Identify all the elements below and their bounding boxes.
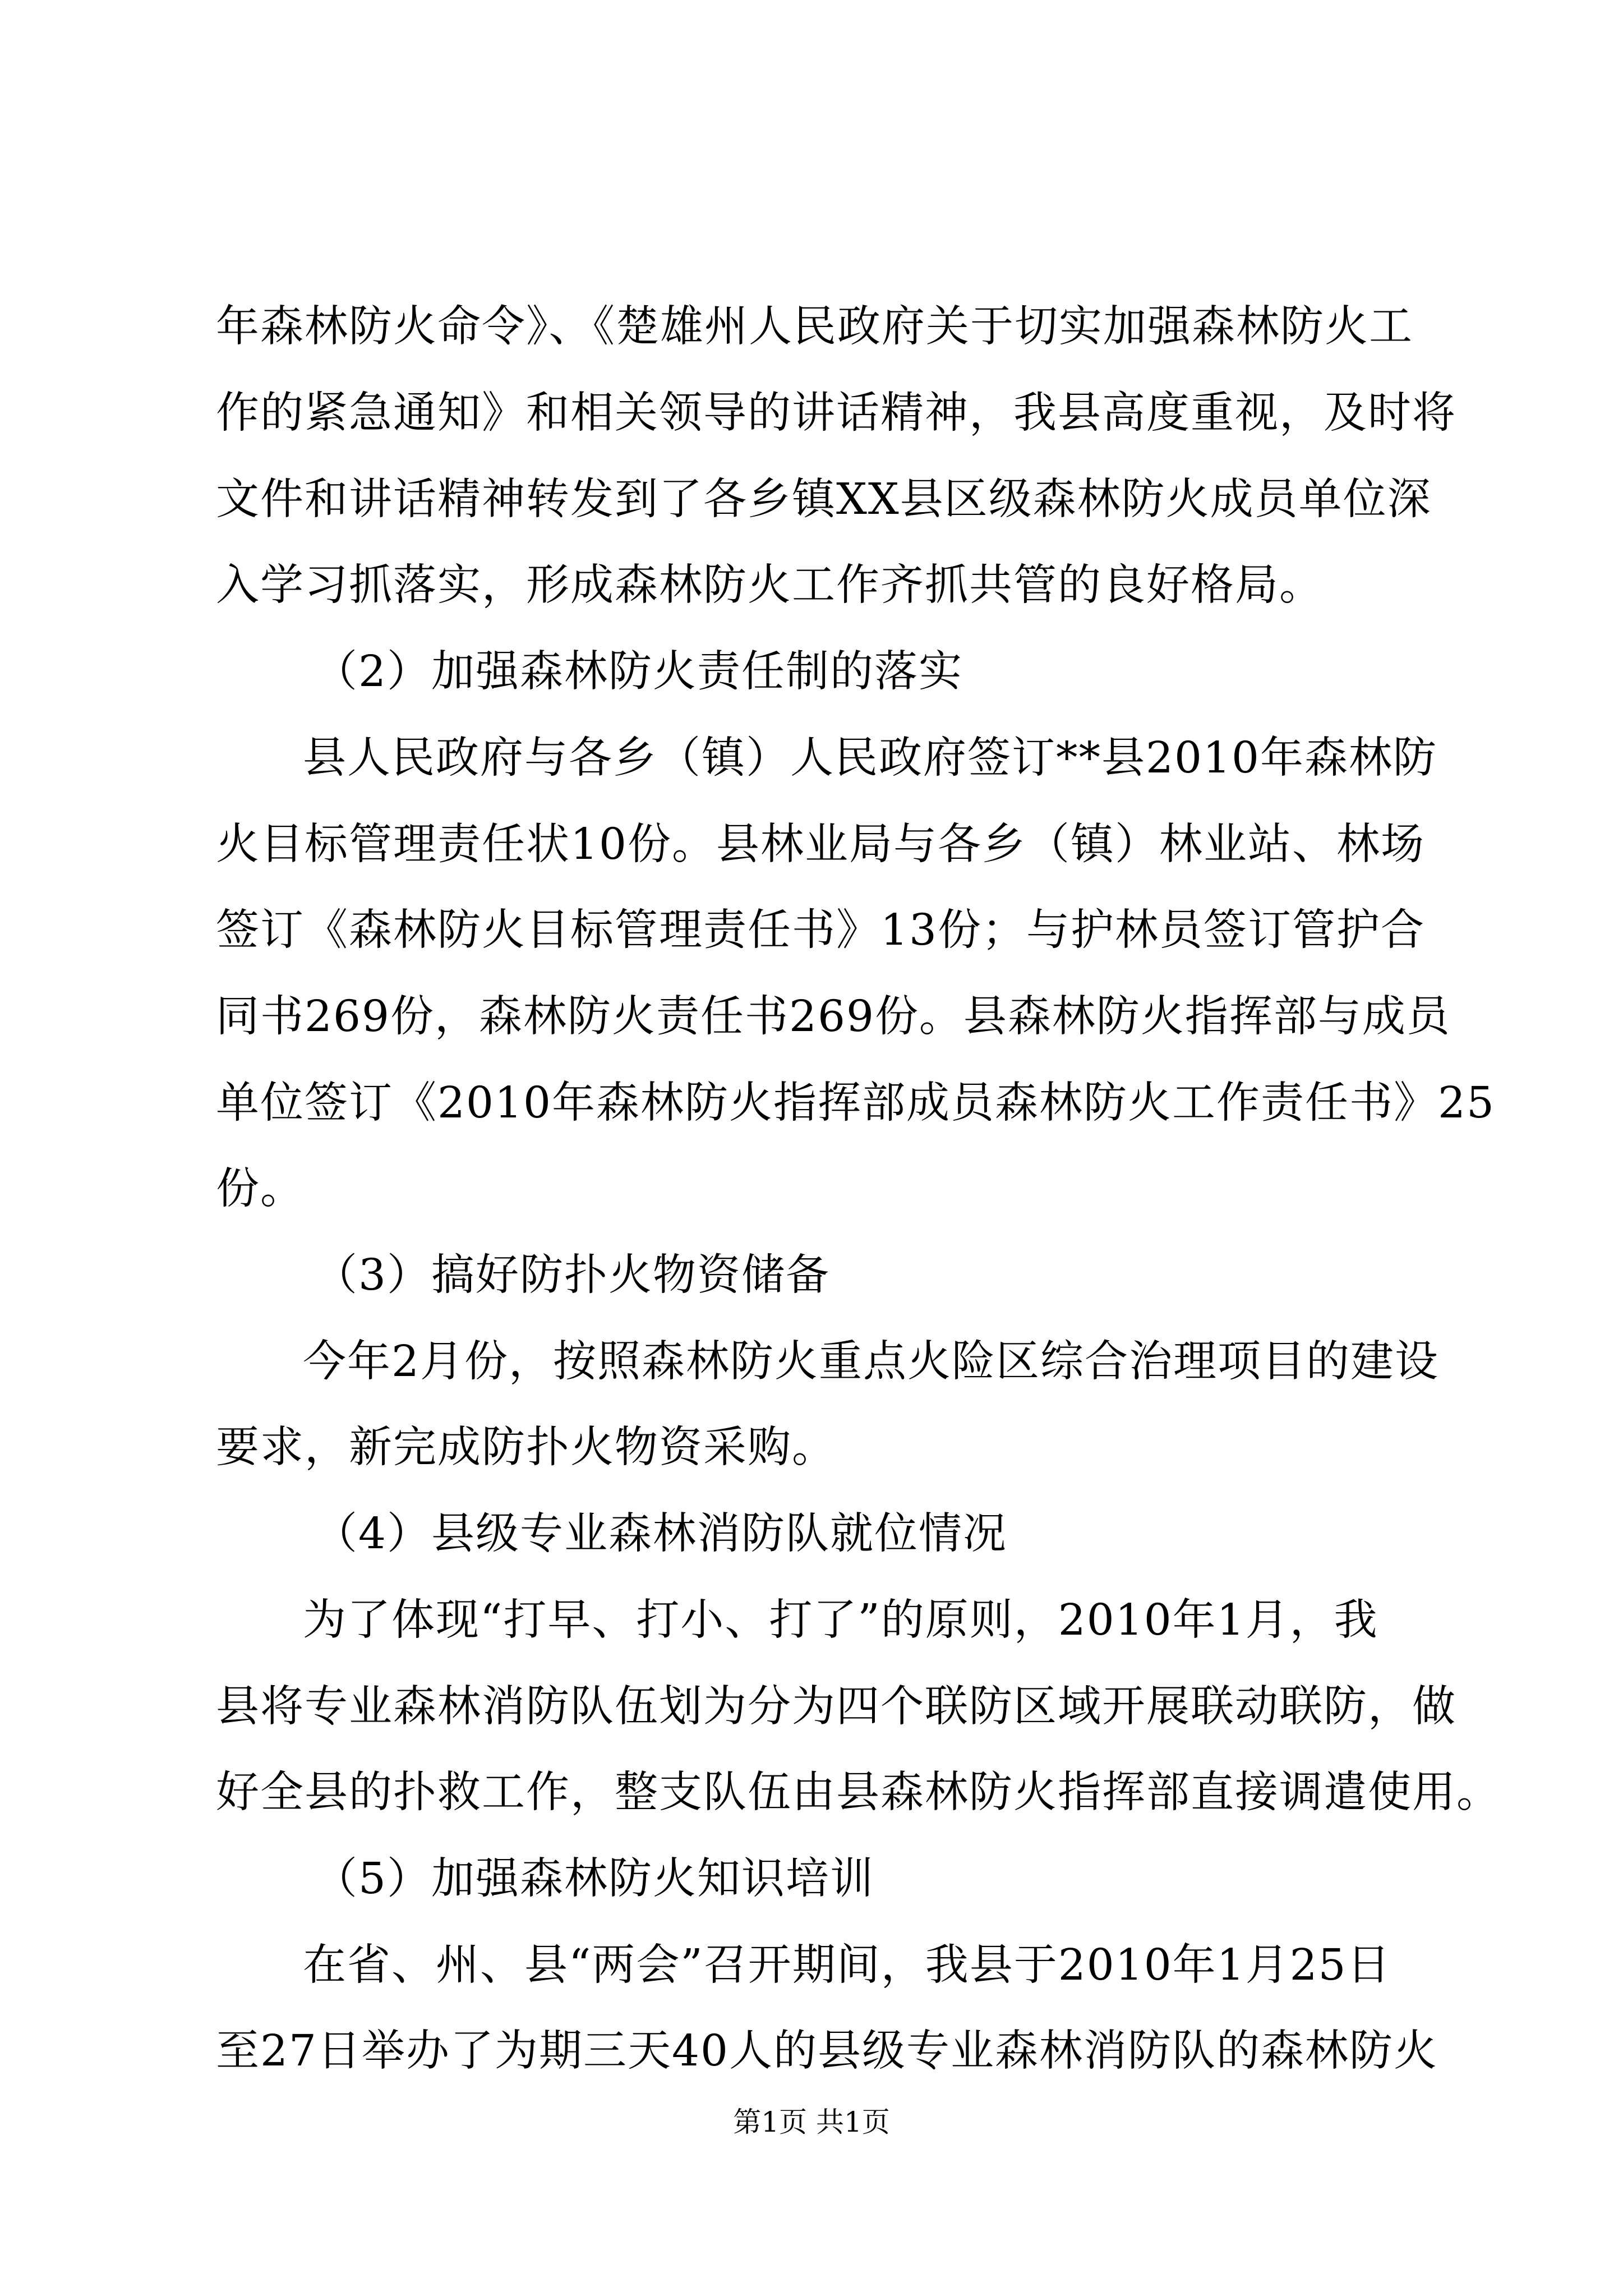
body-line: 县人民政府与各乡（镇）人民政府签订**县2010年森林防 bbox=[303, 733, 1437, 783]
section-heading: （4）县级专业森林消防队就位情况 bbox=[314, 1509, 1007, 1559]
body-line: 为了体现“打早、打小、打了”的原则，2010年1月，我 bbox=[303, 1595, 1378, 1645]
body-line: 文件和讲话精神转发到了各乡镇XX县区级森林防火成员单位深 bbox=[216, 475, 1432, 524]
body-line: 份。 bbox=[216, 1164, 305, 1214]
body-line: 火目标管理责任状10份。县林业局与各乡（镇）林业站、林场 bbox=[216, 820, 1425, 869]
page-number-footer: 第1页 共1页 bbox=[733, 2106, 890, 2138]
body-line: 同书269份，森林防火责任书269份。县森林防火指挥部与成员 bbox=[216, 992, 1451, 1042]
section-heading: （5）加强森林防火知识培训 bbox=[314, 1854, 874, 1904]
body-line: 入学习抓落实，形成森林防火工作齐抓共管的良好格局。 bbox=[216, 560, 1324, 610]
body-line: 在省、州、县“两会”召开期间，我县于2010年1月25日 bbox=[303, 1940, 1391, 1990]
section-heading: （3）搞好防扑火物资储备 bbox=[314, 1250, 830, 1300]
body-line: 县将专业森林消防队伍划为分为四个联防区域开展联动联防，做 bbox=[216, 1682, 1456, 1732]
body-line: 签订《森林防火目标管理责任书》13份；与护林员签订管护合 bbox=[216, 905, 1425, 955]
body-line: 年森林防火命令》、《楚雄州人民政府关于切实加强森林防火工 bbox=[216, 302, 1413, 352]
body-line: 作的紧急通知》和相关领导的讲话精神，我县高度重视，及时将 bbox=[216, 388, 1456, 438]
section-heading: （2）加强森林防火责任制的落实 bbox=[314, 647, 963, 697]
body-line: 今年2月份，按照森林防火重点火险区综合治理项目的建设 bbox=[303, 1337, 1439, 1387]
body-line: 至27日举办了为期三天40人的县级专业森林消防队的森林防火 bbox=[216, 2026, 1438, 2076]
body-line: 好全县的扑救工作，整支队伍由县森林防火指挥部直接调遣使用。 bbox=[216, 1768, 1501, 1818]
body-line: 要求，新完成防扑火物资采购。 bbox=[216, 1423, 836, 1473]
body-line: 单位签订《2010年森林防火指挥部成员森林防火工作责任书》25 bbox=[216, 1078, 1495, 1128]
